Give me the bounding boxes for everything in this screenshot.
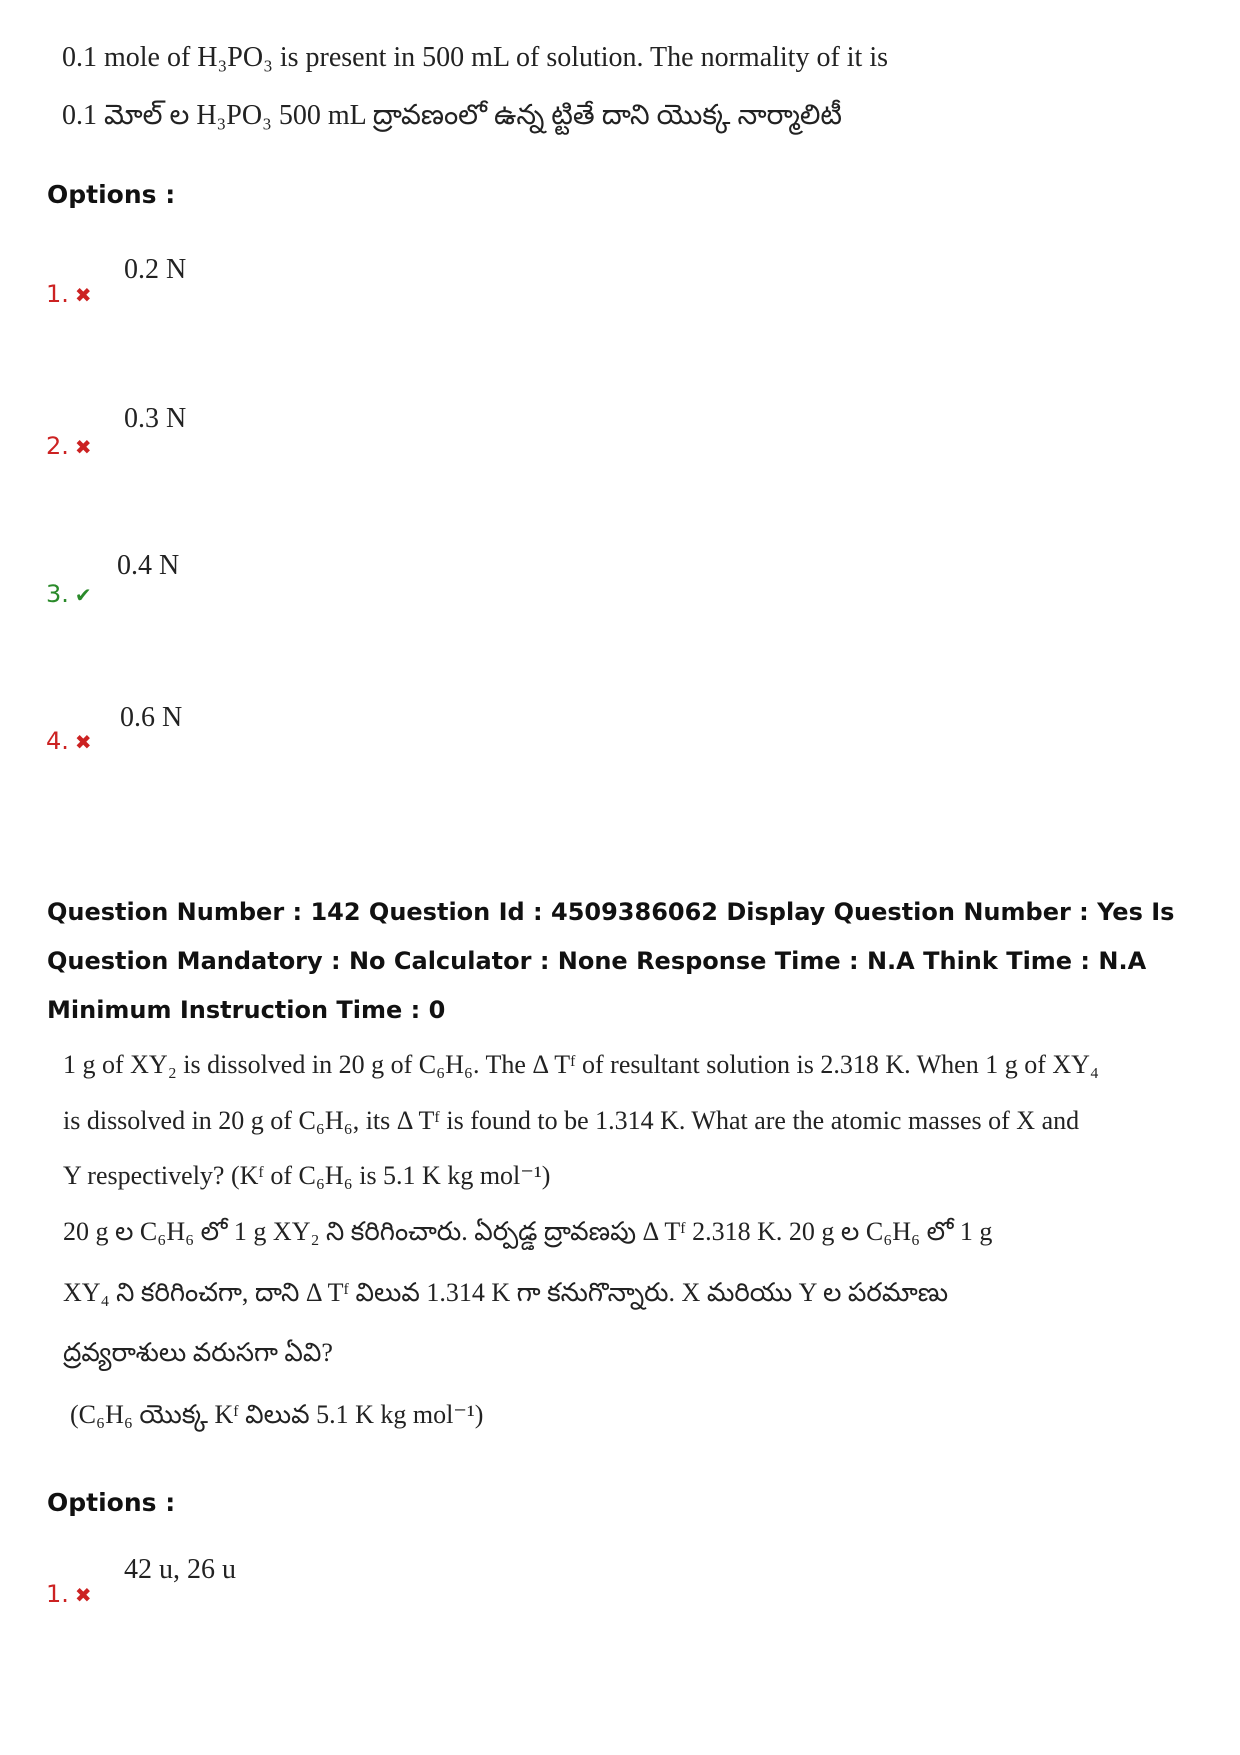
- question-metadata: Question Number : 142 Question Id : 4509386062 Display Question Number : Yes Is Question Mandatory : No Calculator : None Response Time : N.A Think Time : N.A Minimum Instruction Time : 0: [47, 898, 1175, 1024]
- cross-icon: ✖: [74, 435, 92, 459]
- cross-icon: ✖: [74, 1583, 92, 1607]
- cross-icon: ✖: [74, 730, 92, 754]
- option-4: [46, 727, 92, 755]
- options-label: Options :: [47, 180, 176, 209]
- option-2-value: 0.3 N: [124, 403, 187, 434]
- question-text-telugu: 0.1 మోల్ ల H₃PO₃ 500 mL ద్రావణంలో ఉన్న ట్టితే దాని యొక్క నార్మాలిటీ: [62, 100, 843, 131]
- option-2: [46, 432, 92, 460]
- question-line-3: Y respectively? (Kᶠ of C₆H₆ is 5.1 K kg mol⁻¹): [63, 1161, 551, 1190]
- option-number: 3.: [46, 580, 69, 608]
- option-number: 4.: [46, 727, 69, 755]
- option-3: [46, 580, 92, 608]
- option-1: [46, 1580, 92, 1608]
- option-number: 1.: [46, 280, 69, 308]
- cross-icon: ✖: [74, 283, 92, 307]
- question-line-6-telugu: ద్రవ్యరాశులు వరుసగా ఏవి?: [63, 1338, 333, 1367]
- question-line-4-telugu: 20 g ల C₆H₆ లో 1 g XY₂ ని కరిగించారు. ఏర్పడ్డ ద్రావణపు Δ Tᶠ 2.318 K. 20 g ల C₆H₆ లో 1 g: [63, 1217, 993, 1246]
- option-1: [46, 280, 92, 308]
- question-line-7-telugu: (C₆H₆ యొక్క Kᶠ విలువ 5.1 K kg mol⁻¹): [70, 1400, 484, 1429]
- option-number: 2.: [46, 432, 69, 460]
- options-label: Options :: [47, 1488, 176, 1517]
- option-1-value: 42 u, 26 u: [124, 1554, 236, 1585]
- question-line-5-telugu: XY₄ ని కరిగించగా, దాని Δ Tᶠ విలువ 1.314 K గా కనుగొన్నారు. X మరియు Y ల పరమాణు: [63, 1278, 949, 1307]
- question-line-1: 1 g of XY₂ is dissolved in 20 g of C₆H₆. The Δ Tᶠ of resultant solution is 2.318 K. When 1 g of XY₄: [63, 1050, 1099, 1079]
- option-4-value: 0.6 N: [120, 702, 183, 733]
- option-3-value: 0.4 N: [117, 550, 180, 581]
- question-text-english: 0.1 mole of H₃PO₃ is present in 500 mL of solution. The normality of it is: [62, 42, 889, 73]
- option-number: 1.: [46, 1580, 69, 1608]
- check-icon: ✔: [74, 583, 92, 607]
- question-line-2: is dissolved in 20 g of C₆H₆, its Δ Tᶠ is found to be 1.314 K. What are the atomic masses of X and: [63, 1106, 1080, 1135]
- option-1-value: 0.2 N: [124, 254, 187, 285]
